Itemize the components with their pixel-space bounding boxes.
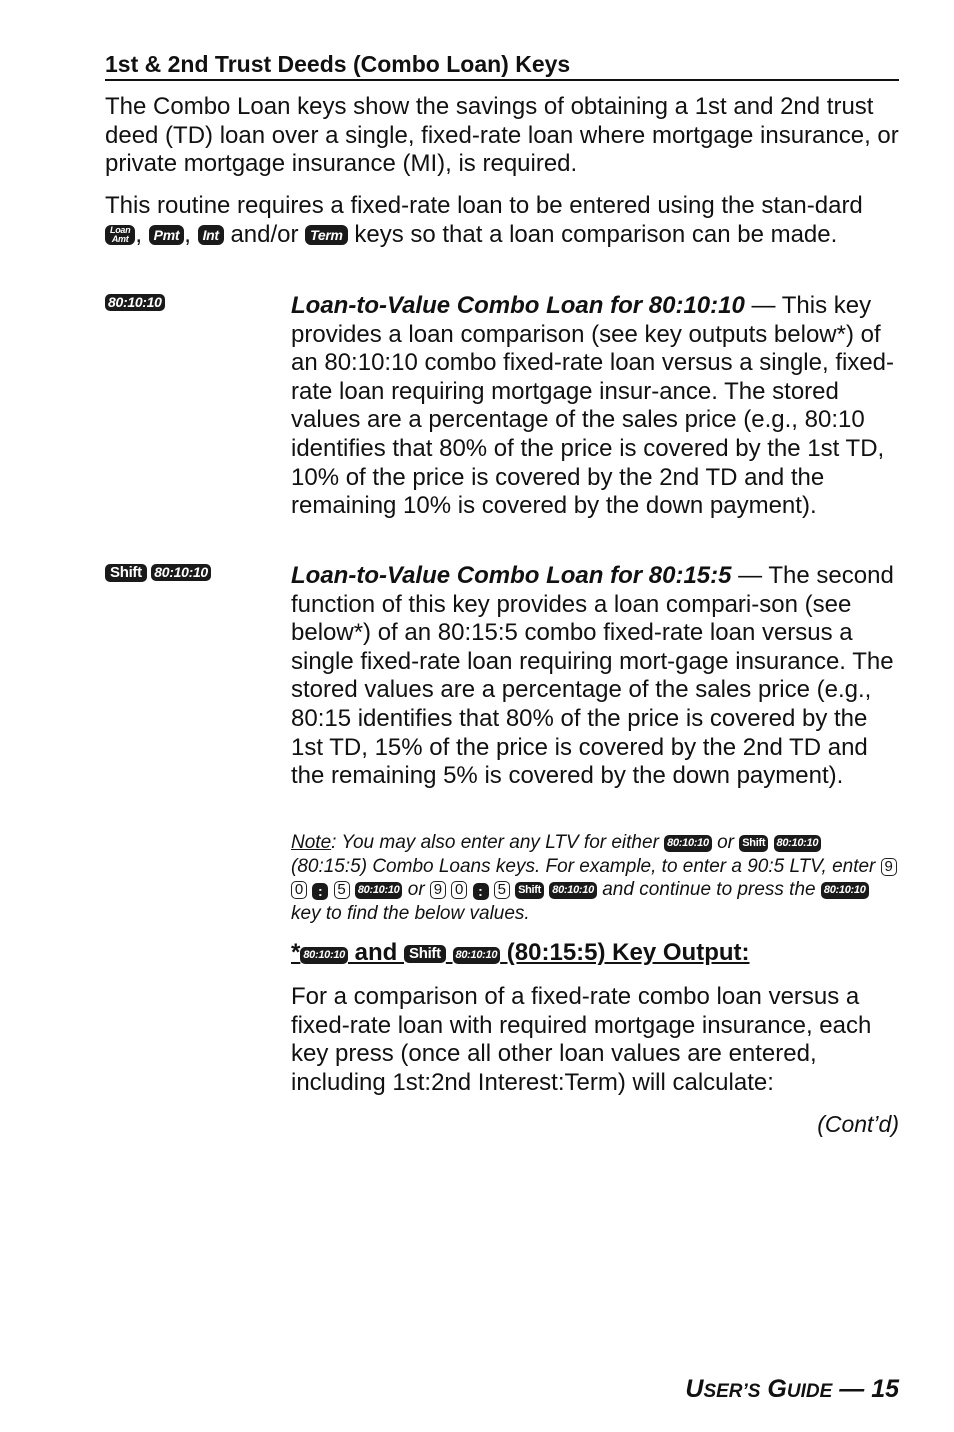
- colon-key-icon: :: [312, 883, 328, 900]
- footer-u: U: [685, 1375, 704, 1403]
- term-key-icon: Term: [305, 225, 348, 245]
- footer-g: G: [760, 1375, 787, 1403]
- combo-key-icon: 80:10:10: [453, 947, 501, 964]
- combo-key-icon: 80:10:10: [664, 835, 712, 852]
- zero-key-icon: 0: [291, 881, 307, 899]
- shift-combo-key-label: [105, 564, 211, 584]
- intro-paragraph-1: The Combo Loan keys show the savings of obtaining a 1st and 2nd trust deed (TD) loan over a single, fixed-rate loan where mortgage insurance, or private mortgage insurance (MI), is required.: [105, 93, 899, 178]
- section-title: 1st & 2nd Trust Deeds (Combo Loan) Keys: [105, 50, 899, 81]
- manual-page: [105, 0, 899, 1432]
- intro-comma-2: ,: [184, 220, 198, 248]
- combo-key-icon: 80:10:10: [151, 564, 211, 581]
- nine-key-icon: 9: [430, 881, 446, 899]
- entry-80-15-5: [291, 562, 901, 791]
- note-text-6: key to find the below values.: [291, 902, 530, 924]
- note-text-5: and continue to press the: [596, 879, 821, 901]
- int-key-icon: Int: [198, 225, 224, 245]
- footer-uide: UIDE: [786, 1381, 833, 1402]
- intro-paragraph-2: [105, 192, 899, 249]
- loan-key-top: Loan: [110, 224, 131, 235]
- combo-key-label-1: [105, 294, 165, 314]
- entry-80-10-10: [291, 292, 901, 521]
- entry-80-10-10-body: — This key provides a loan comparison (see key outputs below*) of an 80:10:10 combo fixed-rate loan versus a single, fixed-rate loan requiring mortgage insur-ance. The stored values are a percentage of the sales price (e.g., 80:10 identifies that 80% of the price is covered by the 1st TD, 10% of the price is covered by the 2nd TD and the remaining 10% is covered by the down payment).: [291, 292, 895, 520]
- footer-ser: SER: [703, 1381, 743, 1402]
- footer-page-number: — 15: [832, 1375, 899, 1403]
- footer-s: S: [747, 1381, 761, 1402]
- shift-key-icon: Shift: [404, 945, 446, 963]
- note-text-2: or: [711, 832, 740, 853]
- combo-key-icon: 80:10:10: [355, 882, 403, 899]
- footer-apos: ’: [742, 1381, 748, 1402]
- intro-comma-1: ,: [135, 220, 149, 248]
- combo-key-icon: 80:10:10: [821, 882, 869, 899]
- shift-key-icon: Shift: [105, 564, 147, 582]
- shift-key-icon: Shift: [739, 835, 768, 852]
- pmt-key-icon: Pmt: [149, 225, 185, 245]
- note-text-4: or: [402, 879, 430, 901]
- key-output-heading-underlined: [291, 939, 750, 966]
- output-suffix: (80:15:5) Key Output:: [500, 939, 750, 966]
- output-star: *: [291, 939, 301, 966]
- key-output-heading: [291, 938, 901, 968]
- loan-amt-key-icon: [105, 225, 135, 245]
- combo-key-icon: 80:10:10: [774, 835, 822, 852]
- shift-key-icon: Shift: [515, 882, 544, 899]
- five-key-icon: 5: [494, 881, 510, 899]
- zero-key-icon: 0: [451, 881, 467, 899]
- entry-80-10-10-heading: Loan-to-Value Combo Loan for 80:10:10: [291, 292, 745, 319]
- combo-key-icon: 80:10:10: [300, 947, 348, 964]
- combo-key-icon: 80:10:10: [549, 882, 597, 899]
- note-label: Note: [291, 832, 332, 853]
- colon-key-icon: :: [473, 883, 489, 900]
- key-output-body: For a comparison of a fixed-rate combo loan versus a fixed-rate loan with required mortgage insurance, each key press (once all other loan values are entered, including 1st:2nd Interest:Term) will calculate:: [291, 983, 872, 1096]
- intro-text-end: keys so that a loan comparison can be made.: [347, 220, 838, 248]
- note-paragraph: [291, 831, 901, 925]
- combo-key-icon: 80:10:10: [105, 294, 165, 311]
- note-text-1: : You may also enter any LTV for either: [331, 832, 665, 853]
- five-key-icon: 5: [334, 881, 350, 899]
- entry-80-15-5-heading: Loan-to-Value Combo Loan for 80:15:5: [291, 562, 732, 589]
- nine-key-icon: 9: [881, 858, 897, 876]
- continued-label: (Cont’d): [817, 1111, 899, 1137]
- loan-key-bottom: Amt: [111, 233, 129, 244]
- page-footer: [685, 1374, 899, 1407]
- entry-80-15-5-body: — The second function of this key provides a loan compari-son (see below*) of an 80:15:5 combo fixed-rate loan versus a single fixed-rate loan requiring mort-gage insurance. The stored values are a percentage of the sales price (e.g., 80:15 identifies that 80% of the price is covered by the 1st TD, 15% of the price is covered by the 2nd TD and the remaining 5% is covered by the down payment).: [291, 562, 894, 790]
- output-and: and: [347, 939, 404, 966]
- note-text-3: (80:15:5) Combo Loans keys. For example, to enter a 90:5 LTV, enter: [291, 855, 881, 877]
- intro-andor: and/or: [223, 220, 306, 248]
- intro-text: This routine requires a fixed-rate loan to be entered using the stan-dard: [105, 192, 863, 219]
